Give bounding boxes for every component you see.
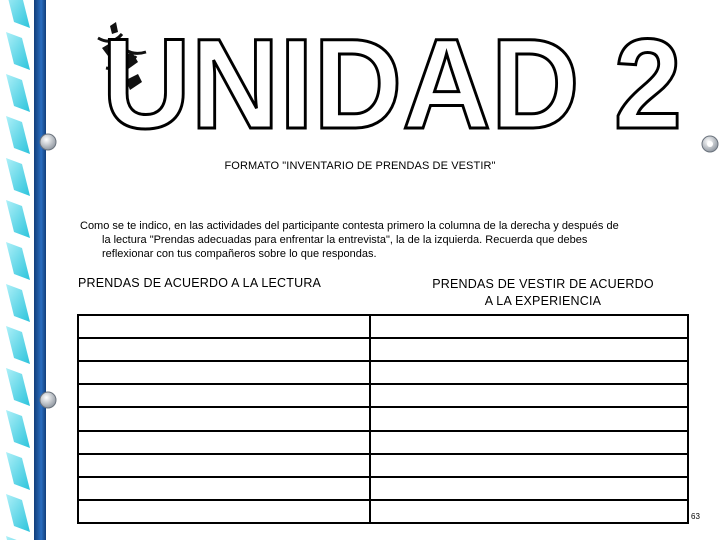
- reading-cell[interactable]: [78, 477, 370, 500]
- column-header-experience-line-2: A LA EXPERIENCIA: [484, 294, 602, 308]
- experience-cell[interactable]: [370, 431, 688, 454]
- column-header-reading: PRENDAS DE ACUERDO A LA LECTURA: [78, 276, 322, 290]
- column-header-experience: [398, 276, 688, 310]
- table-row: [78, 477, 688, 500]
- experience-cell[interactable]: [370, 500, 688, 523]
- instructions: [80, 219, 680, 261]
- instructions-line-1: Como se te indico, en las actividades del participante contesta primero la columna de la derecha y después de: [80, 220, 619, 232]
- binder-ring-icon: [40, 392, 56, 408]
- experience-cell[interactable]: [370, 384, 688, 407]
- unit-title: UNIDAD 2: [102, 28, 682, 138]
- column-header-experience-line-1: PRENDAS DE VESTIR DE ACUERDO: [432, 277, 654, 291]
- table-row: [78, 361, 688, 384]
- unit-banner: [92, 28, 692, 138]
- table-row: [78, 384, 688, 407]
- table-row: [78, 454, 688, 477]
- inventory-table: [77, 314, 689, 524]
- binder-ring-icon: [40, 134, 56, 150]
- table-row: [78, 407, 688, 430]
- experience-cell[interactable]: [370, 361, 688, 384]
- instructions-line-3: reflexionar con tus compañeros sobre lo que respondas.: [102, 248, 377, 260]
- reading-cell[interactable]: [78, 315, 370, 338]
- reading-cell[interactable]: [78, 500, 370, 523]
- binder-ring-icon: [694, 126, 720, 162]
- page-number: 63: [691, 512, 700, 521]
- instructions-line-2: la lectura "Prendas adecuadas para enfrentar la entrevista", la de la izquierda. Recuerda que debes: [102, 234, 588, 246]
- experience-cell[interactable]: [370, 338, 688, 361]
- table-row: [78, 338, 688, 361]
- experience-cell[interactable]: [370, 407, 688, 430]
- reading-cell[interactable]: [78, 338, 370, 361]
- document-title: FORMATO "INVENTARIO DE PRENDAS DE VESTIR": [224, 160, 496, 172]
- binder-strip: [0, 0, 62, 540]
- reading-cell[interactable]: [78, 454, 370, 477]
- reading-cell[interactable]: [78, 361, 370, 384]
- experience-cell[interactable]: [370, 315, 688, 338]
- table-row: [78, 500, 688, 523]
- reading-cell[interactable]: [78, 384, 370, 407]
- table-row: [78, 431, 688, 454]
- experience-cell[interactable]: [370, 477, 688, 500]
- reading-cell[interactable]: [78, 407, 370, 430]
- experience-cell[interactable]: [370, 454, 688, 477]
- table-row: [78, 315, 688, 338]
- reading-cell[interactable]: [78, 431, 370, 454]
